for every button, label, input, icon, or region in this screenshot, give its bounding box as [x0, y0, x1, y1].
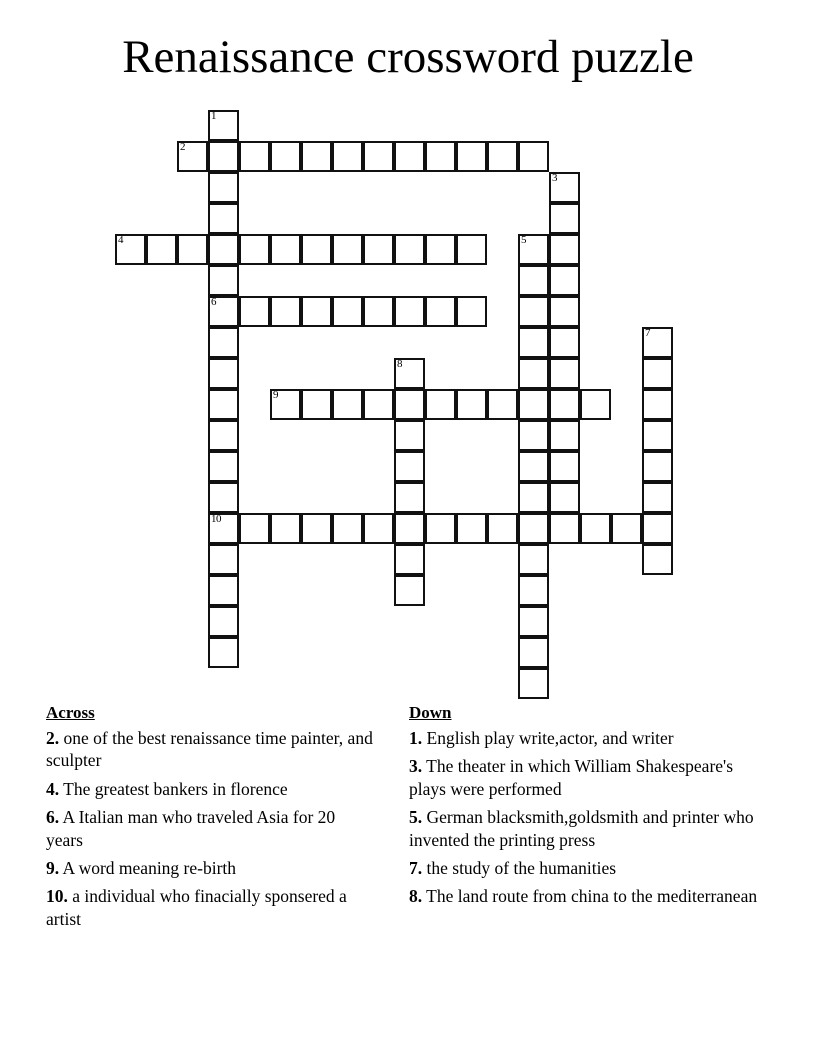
- grid-cell[interactable]: [301, 141, 332, 172]
- grid-cell[interactable]: [642, 389, 673, 420]
- grid-cell-number: 7: [645, 327, 650, 339]
- grid-cell[interactable]: [301, 234, 332, 265]
- grid-cell[interactable]: [239, 234, 270, 265]
- clue-text: A word meaning re-birth: [59, 857, 237, 878]
- clue-text: A Italian man who traveled Asia for 20 years: [46, 807, 336, 850]
- grid-cell[interactable]: [208, 513, 239, 544]
- grid-cell[interactable]: [642, 544, 673, 575]
- grid-cell[interactable]: [549, 420, 580, 451]
- grid-cell[interactable]: [425, 389, 456, 420]
- grid-cell[interactable]: [208, 451, 239, 482]
- clue-number: 8.: [409, 886, 423, 907]
- grid-cell[interactable]: [487, 513, 518, 544]
- grid-cell-number: 5: [521, 234, 526, 246]
- clue-text: English play write,actor, and writer: [422, 727, 674, 748]
- clue-number: 10.: [46, 886, 68, 907]
- grid-cell[interactable]: [208, 265, 239, 296]
- clue-item[interactable]: [46, 778, 376, 800]
- grid-cell[interactable]: [208, 420, 239, 451]
- grid-cell[interactable]: [301, 296, 332, 327]
- grid-cell[interactable]: [394, 513, 425, 544]
- grid-cell[interactable]: [425, 141, 456, 172]
- grid-cell[interactable]: [270, 296, 301, 327]
- clue-number: 1.: [409, 727, 423, 748]
- grid-cell[interactable]: [177, 234, 208, 265]
- grid-cell[interactable]: [208, 141, 239, 172]
- grid-cell[interactable]: [518, 544, 549, 575]
- clue-number: 9.: [46, 857, 60, 878]
- clue-item[interactable]: [409, 806, 764, 851]
- clue-number: 5.: [409, 807, 423, 828]
- grid-cell[interactable]: [394, 420, 425, 451]
- grid-cell[interactable]: [487, 141, 518, 172]
- grid-cell[interactable]: [580, 389, 611, 420]
- grid-cell[interactable]: [456, 389, 487, 420]
- grid-cell-number: 1: [211, 110, 216, 122]
- grid-cell[interactable]: [394, 234, 425, 265]
- clue-item[interactable]: [409, 857, 764, 879]
- grid-cell[interactable]: [208, 358, 239, 389]
- grid-cell[interactable]: [549, 513, 580, 544]
- grid-cell[interactable]: [642, 358, 673, 389]
- grid-cell[interactable]: [270, 234, 301, 265]
- grid-cell[interactable]: [549, 482, 580, 513]
- grid-cell[interactable]: [208, 637, 239, 668]
- grid-cell[interactable]: [549, 265, 580, 296]
- grid-cell[interactable]: [177, 141, 208, 172]
- clue-item[interactable]: [46, 885, 376, 930]
- grid-cell[interactable]: [642, 327, 673, 358]
- grid-cell[interactable]: [425, 296, 456, 327]
- grid-cell[interactable]: [518, 606, 549, 637]
- grid-cell[interactable]: [363, 389, 394, 420]
- clue-number: 7.: [409, 857, 423, 878]
- grid-cell[interactable]: [518, 141, 549, 172]
- clue-item[interactable]: [46, 806, 376, 851]
- grid-cell[interactable]: [270, 141, 301, 172]
- grid-cell[interactable]: [363, 234, 394, 265]
- grid-cell[interactable]: [518, 358, 549, 389]
- clue-text: The greatest bankers in florence: [59, 778, 288, 799]
- grid-cell[interactable]: [518, 668, 549, 699]
- grid-cell[interactable]: [394, 451, 425, 482]
- clue-number: 6.: [46, 807, 60, 828]
- grid-cell-number: 10: [211, 513, 221, 525]
- grid-cell[interactable]: [425, 513, 456, 544]
- grid-cell[interactable]: [549, 234, 580, 265]
- grid-cell[interactable]: [456, 234, 487, 265]
- grid-cell[interactable]: [239, 513, 270, 544]
- grid-cell[interactable]: [518, 513, 549, 544]
- clue-number: 3.: [409, 756, 423, 777]
- grid-cell-number: 4: [118, 234, 123, 246]
- grid-cell-number: 6: [211, 296, 216, 308]
- grid-cell[interactable]: [301, 513, 332, 544]
- grid-cell[interactable]: [549, 451, 580, 482]
- grid-cell[interactable]: [642, 482, 673, 513]
- grid-cell[interactable]: [549, 389, 580, 420]
- grid-cell[interactable]: [518, 420, 549, 451]
- grid-cell[interactable]: [518, 265, 549, 296]
- across-clue-list: [46, 702, 376, 936]
- grid-cell[interactable]: [518, 637, 549, 668]
- clue-text: a individual who finacially sponsered a artist: [46, 886, 347, 929]
- down-clue-list: [409, 702, 764, 914]
- grid-cell[interactable]: [394, 482, 425, 513]
- grid-cell[interactable]: [332, 141, 363, 172]
- page-title: Renaissance crossword puzzle: [122, 31, 694, 83]
- grid-cell[interactable]: [394, 141, 425, 172]
- grid-cell[interactable]: [332, 513, 363, 544]
- grid-cell-number: 9: [273, 389, 278, 401]
- grid-cell[interactable]: [394, 544, 425, 575]
- clue-item[interactable]: [409, 885, 764, 907]
- grid-cell[interactable]: [146, 234, 177, 265]
- clue-text: one of the best renaissance time painter, and sculpter: [46, 727, 373, 771]
- grid-cell[interactable]: [363, 513, 394, 544]
- clue-number: 2.: [46, 727, 60, 748]
- grid-cell[interactable]: [518, 451, 549, 482]
- down-heading: Down: [409, 703, 452, 722]
- grid-cell[interactable]: [208, 234, 239, 265]
- grid-cell[interactable]: [518, 234, 549, 265]
- grid-cell[interactable]: [208, 203, 239, 234]
- grid-cell[interactable]: [642, 513, 673, 544]
- across-heading: Across: [46, 703, 95, 722]
- grid-cell[interactable]: [611, 513, 642, 544]
- grid-cell[interactable]: [456, 296, 487, 327]
- grid-cell[interactable]: [208, 575, 239, 606]
- grid-cell[interactable]: [549, 172, 580, 203]
- clue-number: 4.: [46, 778, 60, 799]
- clue-text: The land route from china to the mediterranean: [422, 886, 758, 907]
- grid-cell[interactable]: [425, 234, 456, 265]
- grid-cell-number: 2: [180, 141, 185, 153]
- grid-cell[interactable]: [301, 389, 332, 420]
- grid-cell[interactable]: [518, 327, 549, 358]
- grid-cell[interactable]: [394, 389, 425, 420]
- grid-cell[interactable]: [270, 389, 301, 420]
- grid-cell[interactable]: [394, 358, 425, 389]
- clue-item[interactable]: [409, 727, 764, 749]
- grid-cell[interactable]: [208, 544, 239, 575]
- grid-cell[interactable]: [363, 296, 394, 327]
- grid-cell[interactable]: [208, 482, 239, 513]
- grid-cell-number: 8: [397, 358, 402, 370]
- grid-cell[interactable]: [549, 203, 580, 234]
- grid-cell[interactable]: [518, 482, 549, 513]
- grid-cell[interactable]: [642, 420, 673, 451]
- clue-item[interactable]: [409, 755, 764, 800]
- grid-cell[interactable]: [456, 141, 487, 172]
- grid-cell[interactable]: [239, 296, 270, 327]
- grid-cell[interactable]: [208, 389, 239, 420]
- grid-cell[interactable]: [394, 296, 425, 327]
- grid-cell[interactable]: [456, 513, 487, 544]
- clue-item[interactable]: [46, 857, 376, 879]
- grid-cell[interactable]: [115, 234, 146, 265]
- grid-cell[interactable]: [518, 296, 549, 327]
- grid-cell[interactable]: [332, 389, 363, 420]
- clue-text: The theater in which William Shakespeare's plays were performed: [409, 756, 733, 799]
- grid-cell[interactable]: [208, 606, 239, 637]
- grid-cell[interactable]: [239, 141, 270, 172]
- grid-cell[interactable]: [208, 172, 239, 203]
- grid-cell[interactable]: [518, 389, 549, 420]
- grid-cell[interactable]: [332, 296, 363, 327]
- grid-cell[interactable]: [208, 296, 239, 327]
- grid-cell[interactable]: [549, 358, 580, 389]
- grid-cell[interactable]: [208, 110, 239, 141]
- grid-cell[interactable]: [549, 296, 580, 327]
- grid-cell-number: 3: [552, 172, 557, 184]
- grid-cell[interactable]: [642, 451, 673, 482]
- grid-cell[interactable]: [363, 141, 394, 172]
- clue-text: the study of the humanities: [422, 857, 617, 878]
- grid-cell[interactable]: [270, 513, 301, 544]
- clue-text: German blacksmith,goldsmith and printer who invented the printing press: [409, 807, 754, 850]
- grid-cell[interactable]: [208, 327, 239, 358]
- grid-cell[interactable]: [332, 234, 363, 265]
- grid-cell[interactable]: [580, 513, 611, 544]
- clue-item[interactable]: [46, 727, 376, 772]
- grid-cell[interactable]: [487, 389, 518, 420]
- grid-cell[interactable]: [549, 327, 580, 358]
- grid-cell[interactable]: [518, 575, 549, 606]
- grid-cell[interactable]: [394, 575, 425, 606]
